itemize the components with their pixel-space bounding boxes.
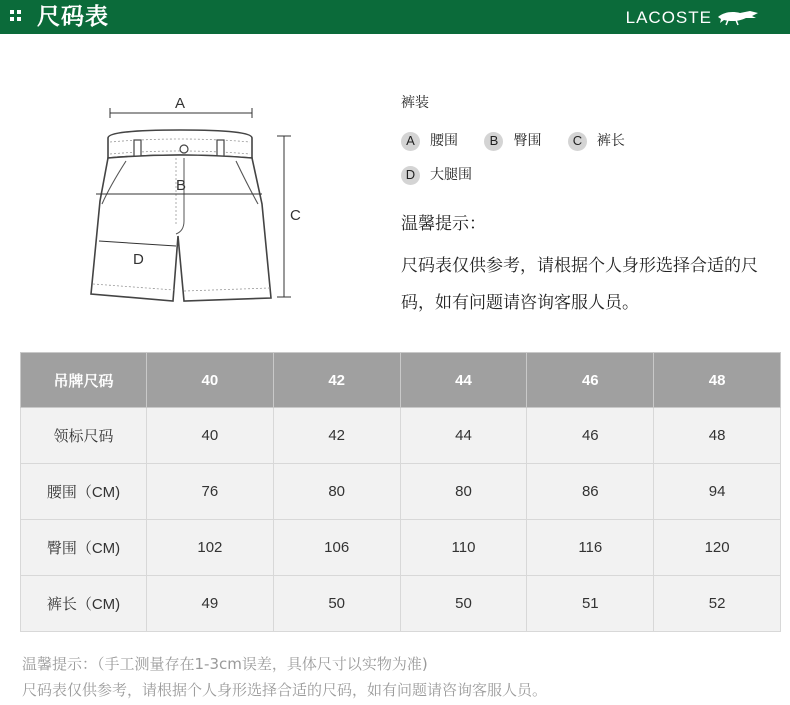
legend-badge-d: D: [401, 166, 420, 185]
table-header-cell: 吊牌尺码: [21, 353, 147, 408]
table-row: [21, 408, 781, 464]
legend-item-b: [484, 130, 541, 152]
table-cell: 49: [147, 576, 274, 632]
measure-info-panel: [401, 92, 781, 313]
legend-row-1: [401, 130, 637, 152]
row-label: 腰围（CM): [21, 464, 147, 520]
page-title: 尺码表: [37, 4, 109, 30]
table-cell: 40: [147, 408, 274, 464]
table-header-row: [21, 353, 781, 408]
table-cell: 51: [527, 576, 654, 632]
footer-notes: [22, 651, 547, 703]
table-header-cell: 46: [527, 353, 654, 408]
table-cell: 94: [654, 464, 781, 520]
legend-label-a: 腰围: [430, 133, 458, 149]
brand-name: LACOSTE: [625, 8, 712, 27]
crocodile-logo-icon: [716, 8, 760, 26]
grid-dots-icon: [10, 10, 24, 24]
header-bar: [0, 0, 790, 34]
table-row: [21, 520, 781, 576]
legend-label-b: 臀围: [513, 133, 542, 149]
size-table: [20, 352, 781, 632]
table-cell: 102: [147, 520, 274, 576]
table-cell: 42: [273, 408, 400, 464]
footer-line-1: 温馨提示：（手工测量存在1-3cm误差，具体尺寸以实物为准): [22, 655, 428, 673]
table-cell: 120: [654, 520, 781, 576]
table-header-cell: 44: [400, 353, 527, 408]
label-a: A: [175, 95, 186, 112]
category-heading: 裤装: [401, 95, 429, 111]
legend-label-d: 大腿围: [430, 167, 472, 183]
table-row: [21, 464, 781, 520]
table-cell: 52: [654, 576, 781, 632]
legend-item-c: [568, 130, 625, 152]
tip-body: 尺码表仅供参考，请根据个人身形选择合适的尺码，如有问题请咨询客服人员。: [401, 256, 758, 313]
row-label: 裤长（CM): [21, 576, 147, 632]
legend-label-c: 裤长: [596, 133, 625, 149]
table-header-cell: 42: [273, 353, 400, 408]
table-cell: 110: [400, 520, 527, 576]
shorts-diagram: [88, 86, 318, 314]
table-cell: 76: [147, 464, 274, 520]
table-cell: 48: [654, 408, 781, 464]
legend-badge-a: A: [401, 132, 420, 151]
row-label: 臀围（CM): [21, 520, 147, 576]
tip-title: 温馨提示：: [401, 214, 486, 234]
table-cell: 80: [400, 464, 527, 520]
legend-item-a: [401, 130, 458, 152]
table-header-cell: 40: [147, 353, 274, 408]
table-cell: 80: [273, 464, 400, 520]
table-cell: 44: [400, 408, 527, 464]
legend-item-d: [401, 164, 472, 186]
table-header-cell: 48: [654, 353, 781, 408]
label-d: D: [133, 251, 144, 268]
legend-badge-b: B: [484, 132, 503, 151]
table-row: [21, 576, 781, 632]
table-cell: 106: [273, 520, 400, 576]
table-cell: 86: [527, 464, 654, 520]
legend-badge-c: C: [568, 132, 587, 151]
table-cell: 50: [273, 576, 400, 632]
label-c: C: [290, 207, 301, 224]
row-label: 领标尺码: [21, 408, 147, 464]
table-cell: 116: [527, 520, 654, 576]
table-cell: 46: [527, 408, 654, 464]
table-cell: 50: [400, 576, 527, 632]
footer-line-2: 尺码表仅供参考，请根据个人身形选择合适的尺码，如有问题请咨询客服人员。: [22, 681, 548, 699]
legend-row-2: [401, 164, 484, 186]
label-b: B: [176, 177, 187, 194]
